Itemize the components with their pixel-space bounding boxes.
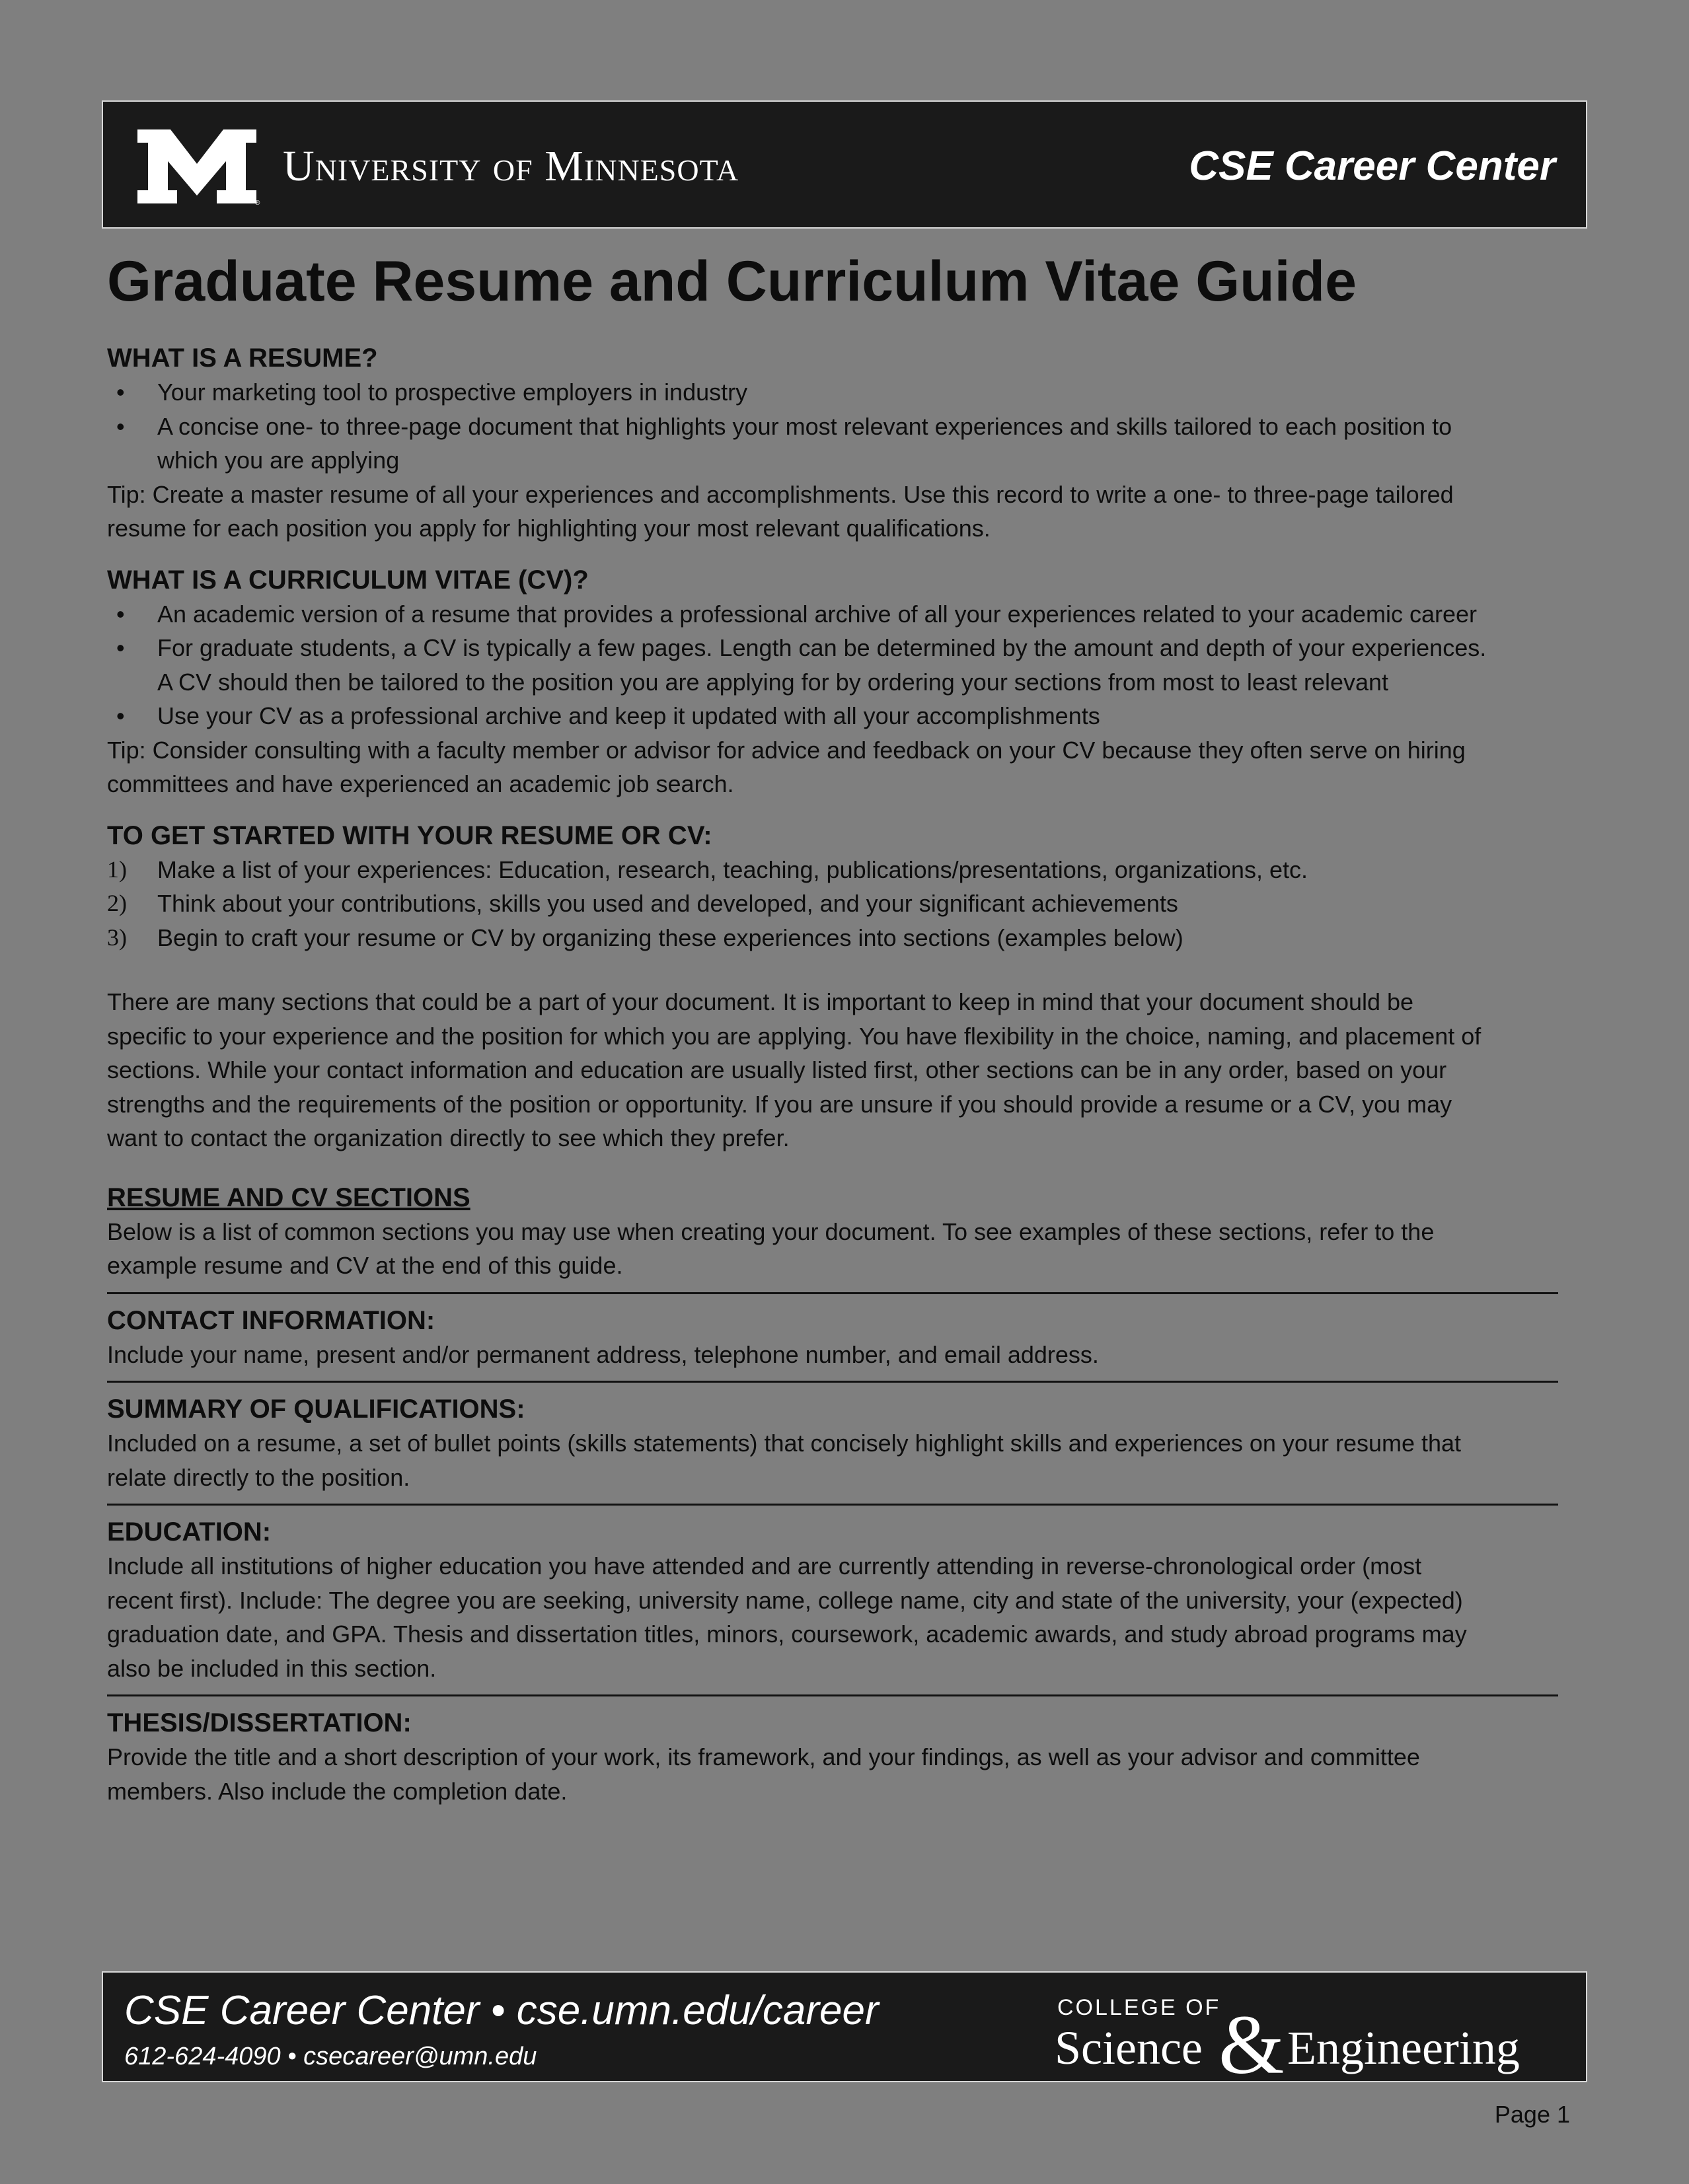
cv-heading: WHAT IS A CURRICULUM VITAE (CV)? — [107, 565, 589, 595]
list-item: • A concise one- to three-page document that highlights your most relevant experiences and skills tailored to each position to which you are applying — [107, 410, 1585, 478]
intro-paragraph: There are many sections that could be a part of your document. It is important to keep in mind that your document should be specific to your experience and the position for which you are applying. You have flexibility in the choice, naming, and placement of sections. While your contact information and education are usually listed first, other sections can be in any order, based on your strengths and the requirements of the position or opportunity. If you are unsure if you should provide a resume or a CV, you may want to contact the organization directly to see which they prefer. — [107, 988, 1482, 1151]
footer-bar — [102, 1971, 1587, 2082]
step-number: 1) — [107, 855, 127, 883]
college-science-text: Science — [1055, 2021, 1203, 2074]
list-item: • An academic version of a resume that provides a professional archive of all your experiences related to your academic career — [107, 597, 1585, 632]
list-item: 2) Think about your contributions, skills you used and developed, and your significant achievements — [107, 887, 1585, 921]
footer-main-text: CSE Career Center • cse.umn.edu/career — [124, 1988, 879, 2033]
contact-heading: CONTACT INFORMATION: — [107, 1305, 435, 1335]
sections-intro-line: example resume and CV at the end of this guide. — [107, 1252, 623, 1279]
header-bar — [102, 100, 1587, 229]
resume-tip-line: Tip: Create a master resume of all your experiences and accomplishments. Use this record to write a one- to three-page tailored — [107, 480, 1454, 508]
bullet-icon: • — [116, 702, 125, 729]
footer-contact: 612-624-4090 • csecareer@umn.edu — [124, 2043, 537, 2070]
ampersand-mark: & — [1219, 1998, 1285, 2076]
step-number: 3) — [107, 924, 127, 951]
bullet-icon: • — [116, 600, 125, 628]
list-item: • For graduate students, a CV is typically a few pages. Length can be determined by the amount and depth of your experiences. A CV should then be tailored to the position you are applying for by ordering your sections from most to least relevant — [107, 631, 1585, 699]
cv-tip-line: committees and have experienced an academic job search. — [107, 770, 734, 797]
college-of-text: COLLEGE OF — [1057, 1995, 1221, 2020]
list-item: • Use your CV as a professional archive and keep it updated with all your accomplishments — [107, 699, 1585, 733]
resume-bullets — [107, 375, 1585, 478]
header-center-name: CSE Career Center — [1189, 143, 1556, 189]
cv-tip-line: Tip: Consider consulting with a faculty member or advisor for advice and feedback on your CV because they often serve on hiring — [107, 736, 1466, 764]
sections-intro-line: Below is a list of common sections you may use when creating your document. To see examples of these sections, refer to the — [107, 1218, 1435, 1245]
university-name: University of Minnesota — [283, 142, 739, 190]
document-body: Graduate Resume and Curriculum Vitae Guide WHAT IS A RESUME? • Your marketing tool to prospective employers in industry • A concise one- to three-page document that highlights your most relevant experiences and skills tailored to each position to which you are applying Tip: Create a master resume of all your experiences and accomplishments. Use this record to write a one- to three-page tailored resume for each position you apply for highlighting your most relevant qualifications. WHAT IS A CURRICULUM VITAE (CV)? • An academic version of a resume that provides a professional archive of all your experiences related to your academic career • For graduate students, a CV is typically a few pages. Length can be determined by the amount and depth of your experiences. A CV should then be tailored to the position you are applying for by ordering your sections from most to least relevant • Use your CV as a professional archive and keep it updated with all your accomplishments Tip: Consider consulting with a faculty member or advisor for advice and feedback on your CV because they often serve on hiring committees and have experienced an academic job search. TO GET STARTED WITH YOUR RESUME OR CV: 1) Make a list of your experiences: Education, research, teaching, publications/presentations, organizations, etc. 2) Think about your contributions, skills you used and developed, and your significant achievements 3) Begin to craft your resume or CV by organizing these experiences into sections (examples below) There are many sections that could be a part of your document. It is important to keep in mind that your document should be specific to your experience and the position for which you are applying. You have flexibility in the choice, naming, and placement of sections. While your contact information and education are usually listed first, other sections can be in any order, based on your strengths and the requirements of the position or opportunity. If you are unsure if you should provide a resume or a CV, you may want to contact the organization directly to see which they prefer. RESUME AND CV SECTIONS Below is a list of common sections you may use when creating your document. To see examples of these sections, refer to the example resume and CV at the end of this guide. CONTACT INFORMATION: Include your name, present and/or permanent address, telephone number, and email address. SUMMARY OF QUALIFICATIONS: Included on a resume, a set of bullet points (skills statements) that concisely highlight skills and experiences on your resume that relate directly to the position. EDUCATION: Include all institutions of higher education you have attended and are currently attending in reverse-chronological order (most recent first). Include: The degree you are seeking, university name, college name, city and state of the university, your (expected) graduation date, and GPA. Thesis and dissertation titles, minors, coursework, academic awards, and study abroad programs may also be included in this section. THESIS/DISSERTATION: Provide the title and a short description of your work, its framework, and your findings, as well as your advisor and committee members. Also include the completion date. — [107, 240, 1585, 1808]
list-item: 3) Begin to craft your resume or CV by organizing these experiences into sections (examples below) — [107, 921, 1585, 955]
resume-heading: WHAT IS A RESUME? — [107, 344, 378, 373]
step-number: 2) — [107, 890, 127, 916]
bullet-icon: • — [116, 379, 125, 406]
bullet-icon: • — [116, 412, 125, 440]
get-started-heading: TO GET STARTED WITH YOUR RESUME OR CV: — [107, 820, 712, 850]
university-m-logo — [132, 128, 262, 205]
sections-heading: RESUME AND CV SECTIONS — [107, 1183, 470, 1212]
registered-mark: ® — [255, 200, 260, 205]
list-item: 1) Make a list of your experiences: Education, research, teaching, publications/presentations, organizations, etc. — [107, 853, 1585, 887]
document-title: Graduate Resume and Curriculum Vitae Guide — [107, 250, 1357, 313]
college-engineering-text: Engineering — [1287, 2021, 1520, 2074]
thesis-heading: THESIS/DISSERTATION: — [107, 1708, 412, 1737]
education-heading: EDUCATION: — [107, 1517, 272, 1547]
get-started-steps — [107, 853, 1585, 955]
summary-heading: SUMMARY OF QUALIFICATIONS: — [107, 1395, 525, 1424]
cse-college-logo — [1053, 1986, 1569, 2076]
page-number: Page 1 — [1494, 2101, 1570, 2128]
list-item: • Your marketing tool to prospective employers in industry — [107, 375, 1585, 410]
cv-bullets — [107, 597, 1585, 733]
resume-tip-line: resume for each position you apply for highlighting your most relevant qualifications. — [107, 515, 991, 542]
bullet-icon: • — [116, 634, 125, 661]
